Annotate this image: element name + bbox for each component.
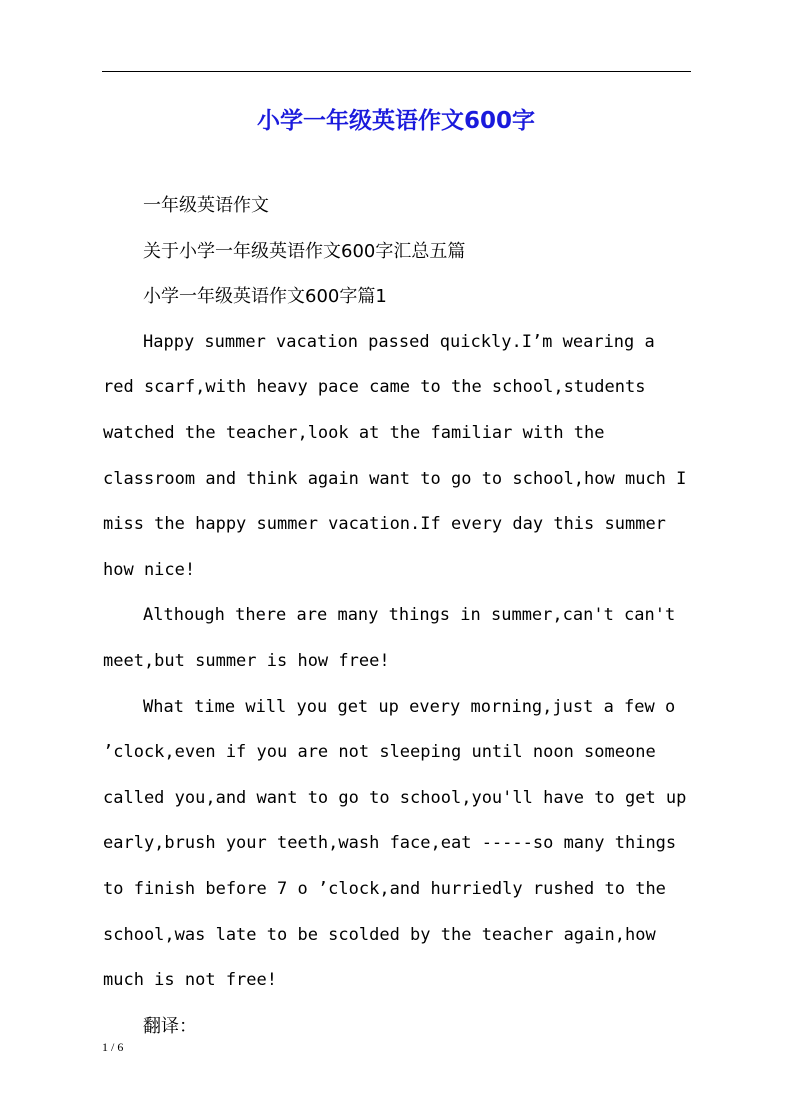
document-title: 小学一年级英语作文600字 xyxy=(256,108,535,134)
paragraph-translation-label: 翻译： xyxy=(143,1015,197,1037)
paragraph-essay-heading: 小学一年级英语作文600字篇1 xyxy=(143,286,387,308)
paragraph-subtitle: 一年级英语作文 xyxy=(143,195,269,216)
paragraph-collection-title: 关于小学一年级英语作文600字汇总五篇 xyxy=(143,240,466,262)
document-body xyxy=(103,183,687,1049)
header-rule xyxy=(102,71,691,72)
paragraph-essay-2: Although there are many things in summer,can't can't meet,but summer is how free! xyxy=(103,605,676,671)
paragraph-essay-3: What time will you get up every morning,just a few o ’clock,even if you are not sleeping until noon someone called you,and want to go to school,you'll have to get up early,brush your teeth,wash face,eat -----so many things to finish before 7 o ’clock,and hurriedly rushed to the school,was late to be scolded by the teacher again,how much is not free! xyxy=(103,696,687,991)
page-number: 1 / 6 xyxy=(102,1040,124,1054)
paragraph-essay-1: Happy summer vacation passed quickly.I’m wearing a red scarf,with heavy pace came to the school,students watched the teacher,look at the familiar with the classroom and think again want to go to school,how much I miss the happy summer vacation.If every day this summer how nice! xyxy=(103,331,687,580)
